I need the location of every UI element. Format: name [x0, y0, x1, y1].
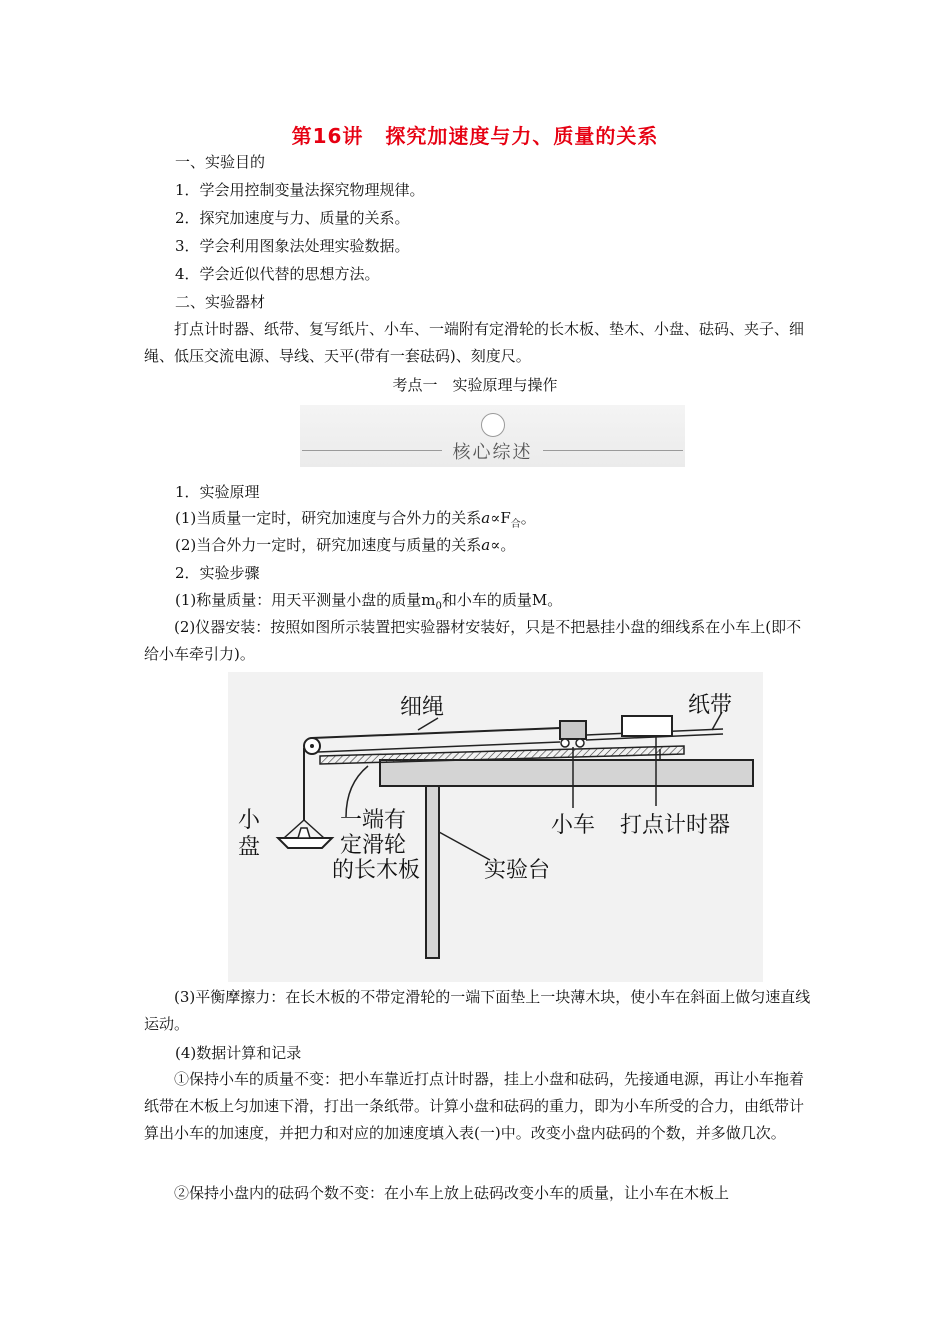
- label-rope: 细绳: [400, 695, 445, 720]
- section-heading-purpose: 一、实验目的: [175, 153, 266, 171]
- banner-text: 核心综述: [452, 442, 533, 463]
- principle-1: (1)当质量一定时，研究加速度与合外力的关系$a\propto F_合$。: [175, 509, 536, 530]
- label-board-3: 的长木板: [332, 858, 421, 883]
- label-board-1: 一端有: [340, 808, 407, 833]
- step-2: (2)仪器安装：按照如图所示装置把实验器材安装好，只是不把悬挂小盘的细线系在小车上(即不给小车牵引力)。: [144, 618, 802, 663]
- label-table: 实验台: [484, 858, 551, 883]
- leader-table: [439, 832, 490, 860]
- rope-top: [312, 728, 560, 738]
- emblem-icon: [481, 413, 505, 437]
- table-leg: [426, 786, 439, 958]
- table-top: [380, 760, 753, 786]
- principle-heading: 1．实验原理: [175, 483, 260, 501]
- label-pan-2: 盘: [238, 835, 261, 860]
- kaodian-heading: 考点一 实验原理与操作: [392, 376, 558, 394]
- weight-icon: [298, 828, 310, 838]
- page-title: [0, 120, 950, 149]
- step-4-b: ②保持小盘内的砝码个数不变：在小车上放上砝码改变小车的质量，让小车在木板上: [174, 1184, 730, 1202]
- purpose-item-2: 2．探究加速度与力、质量的关系。: [175, 209, 410, 227]
- lecture-number: 第16讲: [291, 124, 364, 148]
- principle-2: (2)当合外力一定时，研究加速度与质量的关系a∝。: [175, 536, 516, 554]
- label-tape: 纸带: [688, 693, 733, 718]
- step-4-a: ①保持小车的质量不变：把小车靠近打点计时器，挂上小盘和砝码，先接通电源，再让小车拖着纸带在木板上匀加速下滑，打出一条纸带。计算小盘和砝码的重力，即为小车所受的合力，由纸带计算出小车的加速度，并把力和对应的加速度填入表(一)中。改变小盘内砝码的个数，并多做几次。: [144, 1070, 805, 1142]
- step-1: (1)称量质量：用天平测量小盘的质量$m_0$和小车的质量M。: [175, 591, 563, 612]
- cart-wheel-right: [576, 739, 584, 747]
- step-3: (3)平衡摩擦力：在长木板的不带定滑轮的一端下面垫上一块薄木块，使小车在斜面上做匀速直线运动。: [144, 988, 811, 1033]
- pulley-axle: [310, 744, 314, 748]
- apparatus-figure: [228, 672, 763, 982]
- timer-icon: [622, 716, 672, 736]
- purpose-item-3: 3．学会利用图象法处理实验数据。: [175, 237, 410, 255]
- cart-wheel-left: [561, 739, 569, 747]
- cart-icon: [560, 721, 586, 739]
- label-cart: 小车: [551, 813, 596, 838]
- purpose-item-1: 1．学会用控制变量法探究物理规律。: [175, 181, 425, 199]
- label-timer: 打点计时器: [620, 813, 731, 838]
- label-pan-1: 小: [238, 808, 261, 833]
- step-4-heading: (4)数据计算和记录: [175, 1044, 302, 1062]
- section-heading-equipment: 二、实验器材: [175, 293, 266, 311]
- label-board-2: 定滑轮: [340, 833, 407, 858]
- purpose-item-4: 4．学会近似代替的思想方法。: [175, 265, 380, 283]
- core-summary-banner: [300, 405, 685, 467]
- equipment-list: 打点计时器、纸带、复写纸片、小车、一端附有定滑轮的长木板、垫木、小盘、砝码、夹子、细绳、低压交流电源、导线、天平(带有一套砝码)、刻度尺。: [144, 320, 805, 365]
- lecture-topic: 探究加速度与力、质量的关系: [385, 124, 659, 148]
- banner-rule-right: [543, 450, 683, 451]
- steps-heading: 2．实验步骤: [175, 564, 260, 582]
- pan-icon: [278, 838, 332, 848]
